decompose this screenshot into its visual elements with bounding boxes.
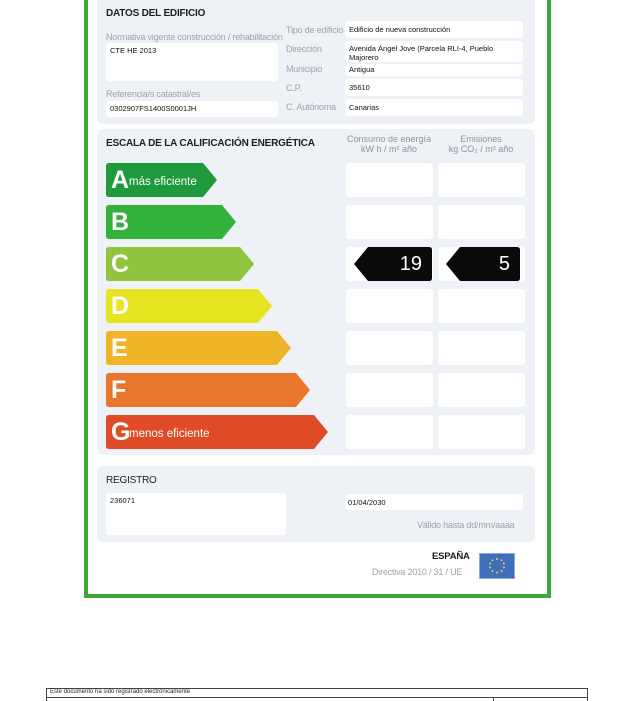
- consumption-cell: [346, 205, 433, 239]
- regulation-label: Normativa vigente construcción / rehabilitación: [106, 32, 283, 42]
- municipality-label: Municipio: [286, 64, 323, 74]
- class-letter: G: [111, 418, 131, 446]
- postal-code-box: [345, 79, 523, 96]
- class-note: menos eficiente: [129, 428, 210, 440]
- class-bar-d: [106, 289, 272, 323]
- valid-until-label: Válido hasta dd/mm/aaaa: [417, 520, 515, 530]
- bottom-note-vertical: [493, 697, 494, 701]
- region-label: C. Autónoma: [286, 102, 336, 112]
- bottom-note-box: [46, 688, 588, 701]
- registry-number: 236071: [110, 496, 136, 505]
- building-data-title: DATOS DEL EDIFICIO: [106, 8, 206, 19]
- valid-date: 01/04/2030: [348, 498, 386, 507]
- consumption-cell: [346, 331, 433, 365]
- address-line1: Avenida Ángel Jove (Parcela RLI-4, Pueblo: [349, 44, 494, 53]
- class-letter: D: [111, 292, 130, 320]
- region-value: Canarias: [349, 103, 380, 112]
- class-letter: B: [111, 208, 130, 236]
- emissions-cell: [438, 163, 525, 197]
- class-bar-a: [106, 163, 217, 197]
- directive-label: Directiva 2010 / 31 / UE: [372, 567, 463, 577]
- class-bar-b: [106, 205, 236, 239]
- regulation-value: CTE HE 2013: [110, 46, 157, 55]
- class-letter: F: [111, 376, 127, 404]
- emissions-rating-badge: [446, 247, 520, 281]
- emissions-cell: [438, 205, 525, 239]
- cadastral-label: Referencia/s catastral/es: [106, 89, 201, 99]
- bottom-note-text: Este documento ha sido registrado electrónicamente: [50, 689, 191, 695]
- registry-title: REGISTRO: [106, 475, 157, 486]
- consumption-column-header: [343, 134, 435, 154]
- bottom-note-divider: [47, 697, 587, 698]
- class-letter: A: [111, 166, 130, 194]
- address-line2: Majorero: [349, 53, 379, 62]
- consumption-rating-badge: [354, 247, 432, 281]
- consumption-cell: [346, 163, 433, 197]
- country-label: ESPAÑA: [432, 551, 470, 562]
- emissions-cell: [438, 373, 525, 407]
- emissions-cell: [438, 415, 525, 449]
- emissions-cell: [438, 289, 525, 323]
- postal-code-value: 35610: [349, 83, 370, 92]
- municipality-value: Antigua: [349, 65, 375, 74]
- class-letter: E: [111, 334, 128, 362]
- building-type-value: Edificio de nueva construcción: [349, 25, 451, 34]
- emissions-header-line2: kg CO₂ / m² año: [448, 144, 514, 154]
- class-letter: C: [111, 250, 130, 278]
- energy-scale-title: ESCALA DE LA CALIFICACIÓN ENERGÉTICA: [106, 138, 315, 149]
- building-type-label: Tipo de edificio: [286, 25, 344, 35]
- class-bar-f: [106, 373, 310, 407]
- consumption-cell: [346, 289, 433, 323]
- emissions-header-line1: Emisiones: [460, 134, 502, 144]
- consumption-value: 19: [399, 253, 422, 275]
- consumption-header-line2: kW h / m² año: [360, 144, 417, 154]
- consumption-cell: [346, 415, 433, 449]
- eu-flag-icon: [479, 553, 515, 579]
- emissions-value: 5: [498, 253, 510, 275]
- emissions-cell: [438, 331, 525, 365]
- consumption-cell: [346, 373, 433, 407]
- emissions-column-header: [437, 134, 525, 154]
- postal-code-label: C.P.: [286, 83, 302, 93]
- cadastral-value: 0302907FS1400S0001JH: [110, 104, 197, 113]
- class-bar-c: [106, 247, 254, 281]
- address-label: Dirección: [286, 44, 322, 54]
- class-bar-g: [106, 415, 328, 449]
- consumption-header-line1: Consumo de energía: [346, 134, 432, 144]
- class-bar-e: [106, 331, 291, 365]
- class-note: más eficiente: [129, 176, 197, 188]
